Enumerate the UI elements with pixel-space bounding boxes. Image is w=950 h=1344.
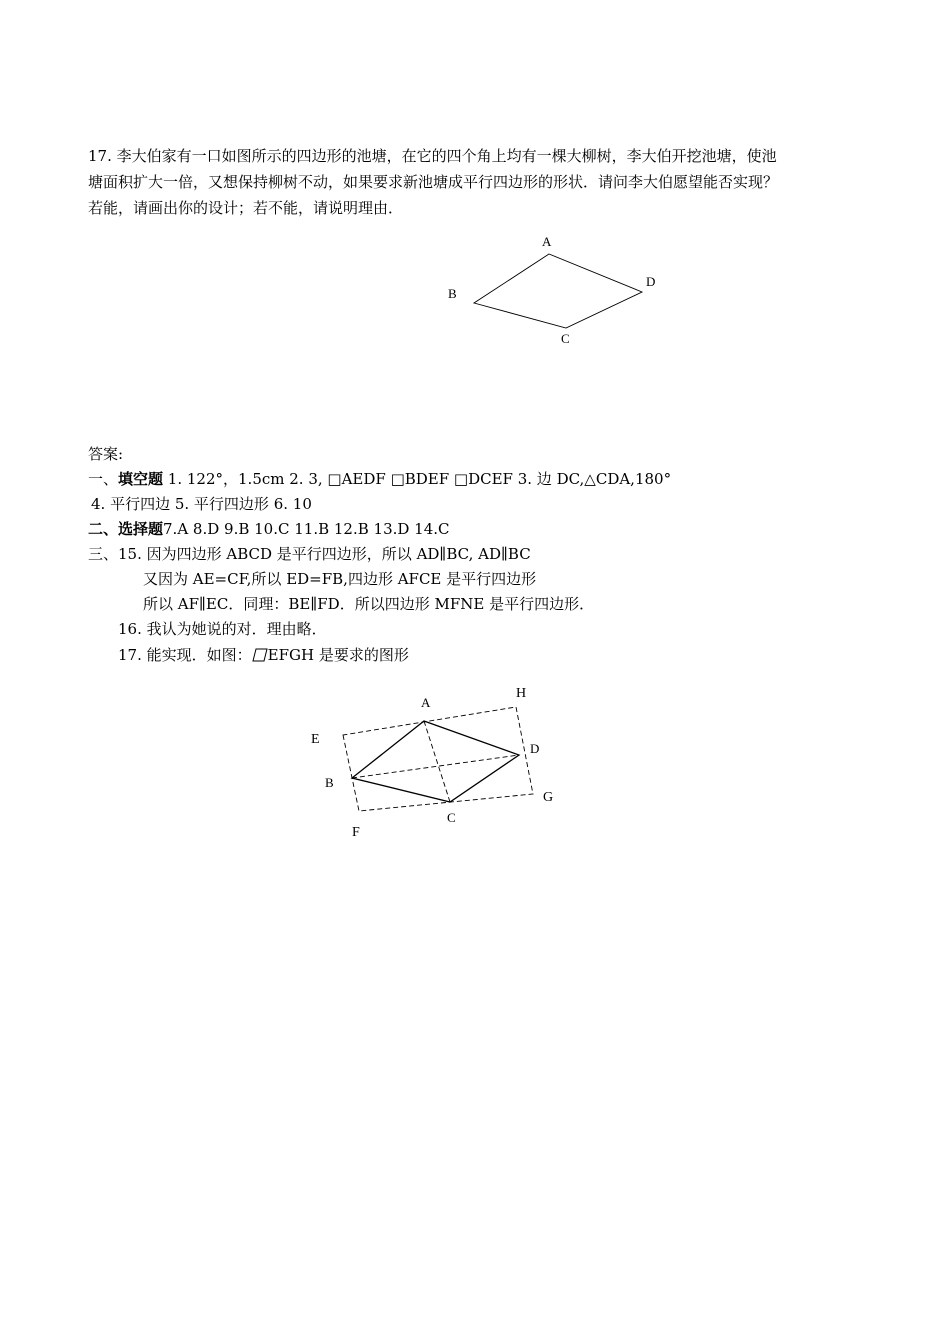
section-2-title: 二、选择题 [88,520,164,538]
answers-heading: 答案: [88,445,124,463]
question-17-line-2: 塘面积扩大一倍，又想保持柳树不动，如果要求新池塘成平行四边形的形状．请问李大伯愿望能否实现？ [88,173,779,191]
answer-17-prefix: 17. 能实现．如图： [118,646,252,664]
label-c: C [561,331,570,346]
section-1-text: 1. 122°，1.5cm 2. 3, □AEDF □BDEF □DCEF 3. 边 DC,△CDA,180° [163,470,672,488]
question-17-line-1: 17. 李大伯家有一口如图所示的四边形的池塘，在它的四个角上均有一棵大柳树，李大伯开挖池塘，使池 [88,147,777,165]
answers-section-1-line-2: 4. 平行四边 5. 平行四边形 6. 10 [91,495,312,513]
section-1-title: 填空题 [118,470,164,488]
diagonal-ac [424,721,450,802]
parallelogram-efgh [343,707,533,811]
answers-section-3-line-2: 又因为 AE=CF,所以 ED=FB,四边形 AFCE 是平行四边形 [143,570,537,588]
label-f: F [352,825,360,840]
question-17-line-3: 若能，请画出你的设计；若不能，请说明理由． [88,199,404,217]
section-1-prefix: 一、 [88,470,119,488]
label-b: B [325,775,334,790]
section-2-text: 7.A 8.D 9.B 10.C 11.B 12.B 13.D 14.C [163,520,450,538]
label-c: C [447,810,456,825]
label-h: H [516,686,527,701]
label-d: D [530,741,540,756]
label-a: A [421,695,431,710]
label-b: B [448,286,457,301]
quadrilateral-abcd-inner [352,721,519,802]
answer-16: 16. 我认为她说的对．理由略． [118,620,327,638]
answers-section-3-line-3: 所以 AF∥EC．同理：BE∥FD．所以四边形 MFNE 是平行四边形． [143,595,595,613]
label-d: D [646,274,656,289]
answer-17-suffix: EFGH 是要求的图形 [267,646,409,664]
label-g: G [543,790,554,805]
label-a: A [542,234,552,249]
label-e: E [311,732,320,747]
answers-section-3-line-1: 三、15. 因为四边形 ABCD 是平行四边形，所以 AD∥BC, AD∥BC [88,545,531,563]
